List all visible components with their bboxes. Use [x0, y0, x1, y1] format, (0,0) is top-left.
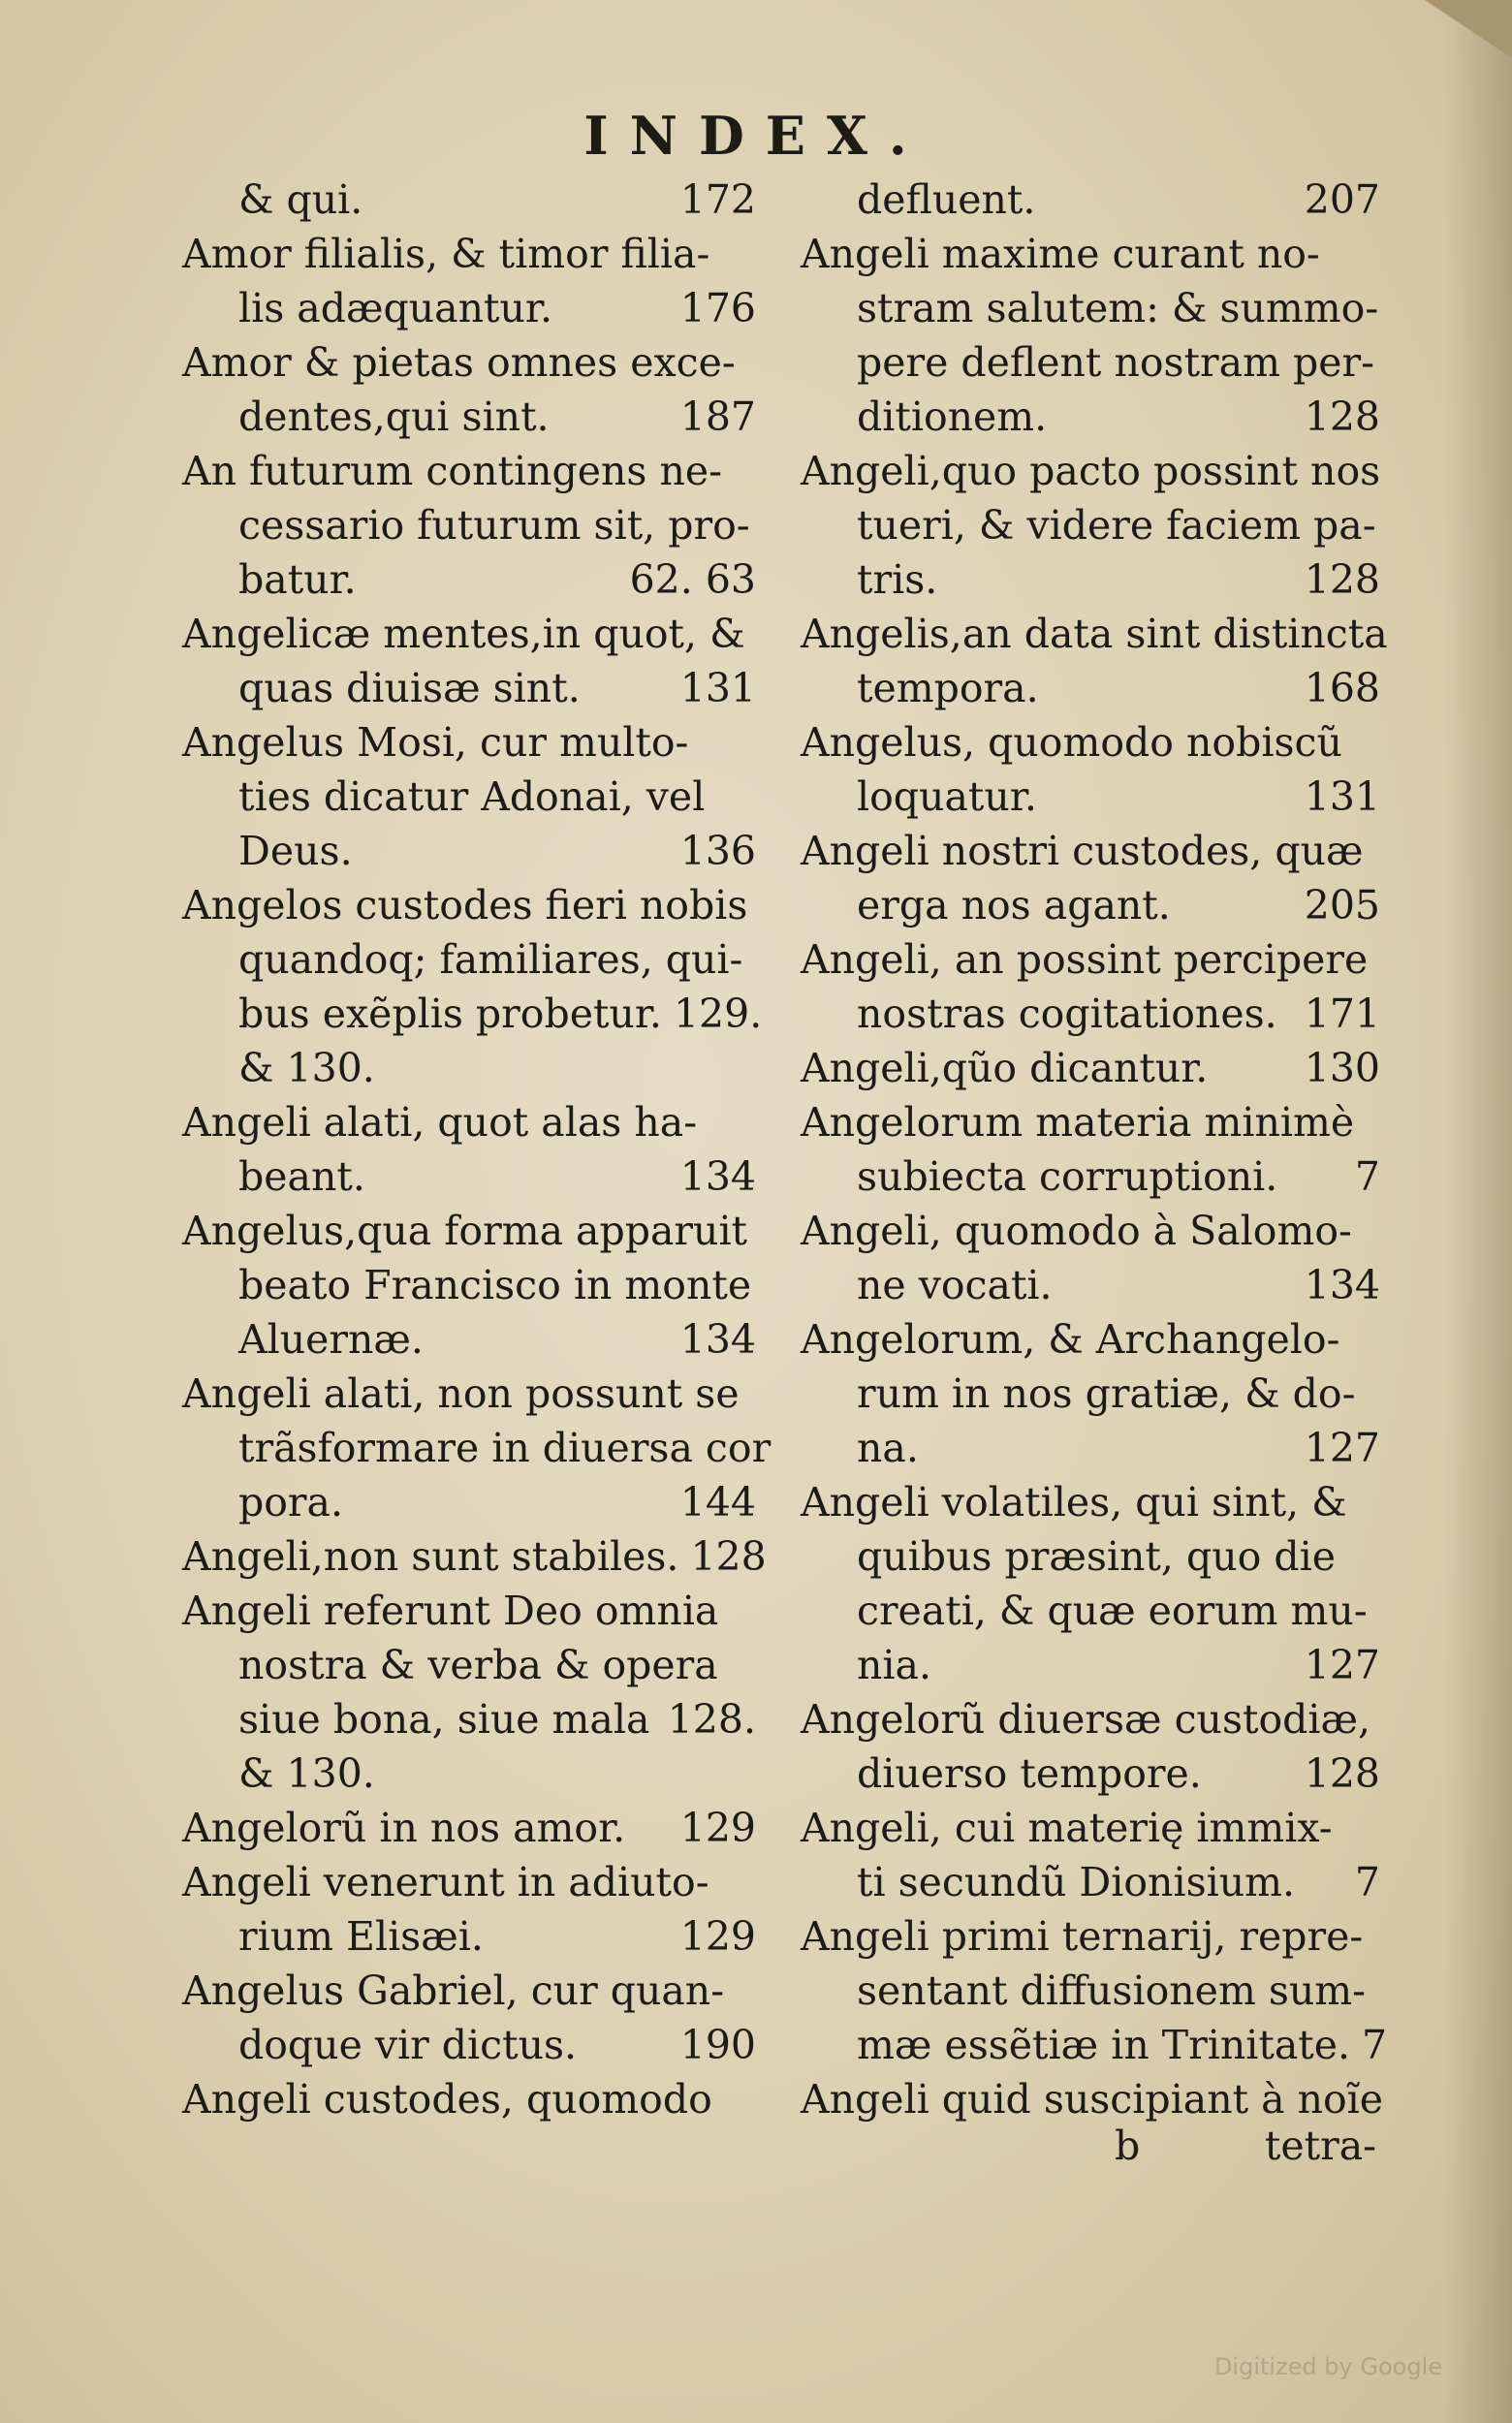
entry-text: Angelus Gabriel, cur quan- [182, 1967, 725, 2014]
page-reference: 134 [1304, 1262, 1380, 1308]
entry-continuation-line [801, 1964, 1380, 2018]
entry-text: nostra & verba & opera [238, 1642, 718, 1688]
entry-continuation-line [801, 1149, 1380, 1204]
entry-continuation-line [801, 1258, 1380, 1312]
page-reference: 144 [679, 1479, 756, 1526]
page-reference: 129 [679, 1913, 756, 1960]
index-entry [801, 1204, 1380, 1312]
entry-continuation-line [182, 1421, 772, 1475]
page-reference: 127 [1304, 1425, 1380, 1471]
entry-heading-line [182, 715, 756, 770]
entry-text: & qui. [238, 176, 363, 223]
entry-text: Deus. [238, 828, 353, 874]
entry-text: Angeli,non sunt stabiles. [182, 1533, 679, 1580]
index-entry [182, 607, 756, 715]
entry-text: siue bona, siue mala [238, 1696, 650, 1743]
entry-continuation-line [801, 1584, 1380, 1638]
entry-heading-line [801, 715, 1380, 770]
page-reference: 128 [1304, 556, 1380, 603]
page-reference: 172 [679, 176, 756, 223]
entry-heading-line [182, 444, 756, 498]
entry-continuation-line [801, 878, 1380, 932]
entry-text: Aluernæ. [238, 1316, 424, 1363]
entry-text: Angeli volatiles, qui sint, & [801, 1479, 1347, 1526]
page-reference: 136 [679, 828, 756, 874]
index-entry [182, 1367, 772, 1529]
entry-continuation-line [801, 1855, 1380, 1909]
entry-text: ties dicatur Adonai, vel [238, 773, 706, 820]
page-reference: 131 [1304, 773, 1380, 820]
entry-text: Angeli, an possint percipere [801, 936, 1369, 983]
entry-continuation-line [182, 1041, 756, 1095]
entry-heading-line [182, 607, 756, 661]
page-reference: 187 [679, 393, 756, 440]
entry-text: trãsformare in diuersa cor [238, 1425, 772, 1471]
entry-continuation-line [182, 281, 756, 335]
index-entry [182, 1204, 756, 1367]
page-reference: 205 [1304, 882, 1380, 928]
entry-heading-line [182, 1529, 767, 1584]
entry-text: Angeli venerunt in adiuto- [182, 1859, 709, 1905]
entry-heading-line [182, 335, 756, 390]
entry-continuation-line [801, 173, 1380, 227]
entry-continuation-line [182, 661, 756, 715]
entry-text: tempora. [857, 665, 1039, 711]
entry-text: beant. [238, 1153, 365, 1200]
entry-text: quas diuisæ sint. [238, 665, 581, 711]
index-entry [182, 1964, 756, 2072]
entry-heading-line [182, 1801, 756, 1855]
entry-heading-line [182, 878, 756, 932]
index-entry [801, 1692, 1380, 1801]
entry-text: Angelorum materia minimè [801, 1099, 1355, 1146]
entry-text: sentant diffusionem sum- [857, 1967, 1367, 2014]
entry-text: doque vir dictus. [238, 2022, 578, 2068]
entry-text: defluent. [857, 176, 1036, 223]
index-entry [801, 824, 1380, 932]
page-reference: 176 [679, 285, 756, 331]
signature-mark: b [1115, 2123, 1141, 2169]
page-reference: 128. [667, 1696, 756, 1743]
page-reference: 207 [1304, 176, 1380, 223]
entry-text: mæ essẽtiæ in Trinitate. [857, 2022, 1351, 2068]
entry-text: Amor & pietas omnes exce- [182, 339, 736, 386]
entry-text: erga nos agant. [857, 882, 1171, 928]
entry-text: rium Elisæi. [238, 1913, 484, 1960]
page-reference: 131 [679, 665, 756, 711]
entry-continuation-line [182, 1312, 756, 1367]
index-entry [182, 1855, 756, 1964]
entry-heading-line [801, 1692, 1380, 1746]
entry-continuation-line [182, 1746, 756, 1801]
index-entry [801, 1475, 1380, 1692]
entry-text: Angelicæ mentes,in quot, & [182, 611, 745, 657]
entry-continuation-line [182, 987, 763, 1041]
entry-continuation-line [801, 661, 1380, 715]
entry-heading-line [182, 1095, 756, 1149]
index-entry [801, 1041, 1380, 1095]
entry-heading-line [182, 1204, 756, 1258]
catchword: tetra- [1264, 2123, 1376, 2169]
entry-continuation-line [182, 1258, 756, 1312]
page-reference: 7 [1354, 1153, 1380, 1200]
index-entry [801, 1801, 1380, 1909]
entry-heading-line [801, 824, 1380, 878]
index-entry [801, 932, 1380, 1041]
entry-text: creati, & quæ eorum mu- [857, 1588, 1368, 1634]
entry-text: Angeli primi ternarij, repre- [801, 1913, 1364, 1960]
entry-text: nostras cogitationes. [857, 991, 1277, 1037]
entry-text: & 130. [238, 1750, 375, 1797]
page-fold-shadow [1444, 0, 1512, 2423]
entry-text: Angeli custodes, quomodo [182, 2076, 712, 2123]
entry-text: pora. [238, 1479, 344, 1526]
index-entry [801, 715, 1380, 824]
entry-text: Angelus,qua forma apparuit [182, 1208, 748, 1254]
index-entry [801, 607, 1388, 715]
entry-heading-line [801, 444, 1380, 498]
entry-heading-line [182, 1367, 756, 1421]
entry-text: dentes,qui sint. [238, 393, 550, 440]
entry-heading-line [801, 227, 1380, 281]
page-reference: 128 [1304, 1750, 1380, 1797]
index-entry [182, 1801, 756, 1855]
page-reference: 171 [1304, 991, 1380, 1037]
entry-continuation-line [801, 987, 1380, 1041]
entry-text: beato Francisco in monte [238, 1262, 752, 1308]
entry-text: Angeli,qũo dicantur. [801, 1045, 1209, 1091]
index-column-left [182, 173, 772, 2126]
entry-continuation-line [801, 498, 1380, 552]
entry-text: batur. [238, 556, 357, 603]
entry-heading-line [182, 227, 756, 281]
index-entry [182, 444, 756, 607]
entry-text: subiecta corruptioni. [857, 1153, 1278, 1200]
entry-continuation-line [182, 770, 756, 824]
entry-text: tris. [857, 556, 938, 603]
entry-heading-line [801, 1909, 1380, 1964]
entry-text: Angeli,quo pacto possint nos [801, 448, 1381, 494]
entry-continuation-line [182, 390, 756, 444]
entry-continuation-line [182, 498, 756, 552]
index-column-right [801, 173, 1388, 2126]
index-entry [182, 1584, 756, 1801]
index-entry [801, 1909, 1388, 2072]
digitization-watermark: Digitized by Google [1213, 2353, 1442, 2380]
index-entry [182, 1095, 756, 1204]
entry-heading-line [801, 1095, 1380, 1149]
index-entry [801, 173, 1380, 227]
page-reference: 128 [690, 1533, 767, 1580]
entry-continuation-line [801, 281, 1380, 335]
page-reference: 129 [679, 1805, 756, 1851]
page-reference: 134 [679, 1316, 756, 1363]
entry-text: Angeli maxime curant no- [801, 231, 1320, 277]
page-reference: 190 [679, 2022, 756, 2068]
entry-text: Angelorum, & Archangelo- [801, 1316, 1340, 1363]
entry-continuation-line [801, 1746, 1380, 1801]
entry-heading-line [801, 932, 1380, 987]
entry-text: na. [857, 1425, 919, 1471]
entry-heading-line [801, 1312, 1380, 1367]
entry-text: tueri, & videre faciem pa- [857, 502, 1376, 549]
entry-text: rum in nos gratiæ, & do- [857, 1370, 1356, 1417]
index-entry [182, 1529, 767, 1584]
entry-text: Angelus, quomodo nobiscũ [801, 719, 1342, 766]
entry-text: bus exẽplis probetur. [238, 991, 662, 1037]
entry-text: Angeli, cui materię immix- [801, 1805, 1333, 1851]
entry-text: Angelorũ diuersæ custodiæ, [801, 1696, 1371, 1743]
entry-text: pere deflent nostram per- [857, 339, 1374, 386]
page-corner [1425, 0, 1512, 58]
entry-text: lis adæquantur. [238, 285, 553, 331]
entry-heading-line [182, 1964, 756, 2018]
entry-text: loquatur. [857, 773, 1037, 820]
page-reference: 7 [1362, 2022, 1388, 2068]
entry-continuation-line [801, 2018, 1388, 2072]
entry-text: nia. [857, 1642, 931, 1688]
entry-text: Amor filialis, & timor filia- [182, 231, 710, 277]
index-entry [182, 173, 756, 227]
index-entry [182, 878, 763, 1095]
entry-continuation-line [801, 552, 1380, 607]
entry-text: ditionem. [857, 393, 1048, 440]
entry-continuation-line [801, 770, 1380, 824]
entry-heading-line [801, 1041, 1380, 1095]
entry-continuation-line [801, 1529, 1380, 1584]
entry-heading-line [182, 2072, 756, 2126]
entry-text: Angelorũ in nos amor. [182, 1805, 626, 1851]
entry-text: ti secundũ Dionisium. [857, 1859, 1296, 1905]
entry-text: quibus præsint, quo die [857, 1533, 1336, 1580]
entry-text: stram salutem: & summo- [857, 285, 1379, 331]
page-reference: 62. 63 [629, 556, 756, 603]
page-reference: 127 [1304, 1642, 1380, 1688]
entry-text: & 130. [238, 1045, 375, 1091]
entry-continuation-line [801, 1638, 1380, 1692]
entry-continuation-line [182, 1475, 756, 1529]
entry-text: Angelis,an data sint distincta [801, 611, 1388, 657]
entry-text: Angeli, quomodo à Salomo- [801, 1208, 1352, 1254]
entry-heading-line [182, 1855, 756, 1909]
entry-text: Angeli alati, non possunt se [182, 1370, 740, 1417]
entry-text: Angeli nostri custodes, quæ [801, 828, 1364, 874]
entry-heading-line [801, 1204, 1380, 1258]
entry-continuation-line [801, 1421, 1380, 1475]
entry-text: Angeli alati, quot alas ha- [182, 1099, 698, 1146]
page-title: INDEX. [583, 105, 929, 167]
entry-continuation-line [182, 552, 756, 607]
page-reference: 129. [673, 991, 763, 1037]
entry-continuation-line [801, 1367, 1380, 1421]
entry-continuation-line [182, 173, 756, 227]
page-reference: 130 [1304, 1045, 1380, 1091]
entry-heading-line [182, 1584, 756, 1638]
entry-text: ne vocati. [857, 1262, 1053, 1308]
page-footer [1115, 2119, 1376, 2173]
entry-continuation-line [801, 335, 1380, 390]
entry-continuation-line [182, 824, 756, 878]
entry-heading-line [801, 1801, 1380, 1855]
page-reference: 7 [1354, 1859, 1380, 1905]
entry-continuation-line [182, 1692, 756, 1746]
entry-text: cessario futurum sit, pro- [238, 502, 750, 549]
entry-text: quandoq; familiares, qui- [238, 936, 743, 983]
entry-text: An futurum contingens ne- [182, 448, 722, 494]
page-reference: 168 [1304, 665, 1380, 711]
index-entry [182, 227, 756, 335]
index-entry [182, 2072, 756, 2126]
entry-text: Angelos custodes fieri nobis [182, 882, 748, 928]
entry-continuation-line [182, 1638, 756, 1692]
index-entry [801, 444, 1380, 607]
entry-continuation-line [801, 390, 1380, 444]
index-entry [801, 227, 1380, 444]
entry-continuation-line [182, 2018, 756, 2072]
entry-text: diuerso tempore. [857, 1750, 1202, 1797]
entry-heading-line [801, 607, 1388, 661]
entry-text: Angelus Mosi, cur multo- [182, 719, 689, 766]
entry-text: Angeli quid suscipiant à noĩe [801, 2076, 1384, 2123]
entry-continuation-line [182, 932, 756, 987]
page-reference: 128 [1304, 393, 1380, 440]
index-entry [801, 1312, 1380, 1475]
page-reference: 134 [679, 1153, 756, 1200]
entry-heading-line [801, 1475, 1380, 1529]
index-entry [182, 715, 756, 878]
index-entry [182, 335, 756, 444]
entry-continuation-line [182, 1909, 756, 1964]
entry-text: Angeli referunt Deo omnia [182, 1588, 719, 1634]
index-entry [801, 1095, 1380, 1204]
entry-continuation-line [182, 1149, 756, 1204]
